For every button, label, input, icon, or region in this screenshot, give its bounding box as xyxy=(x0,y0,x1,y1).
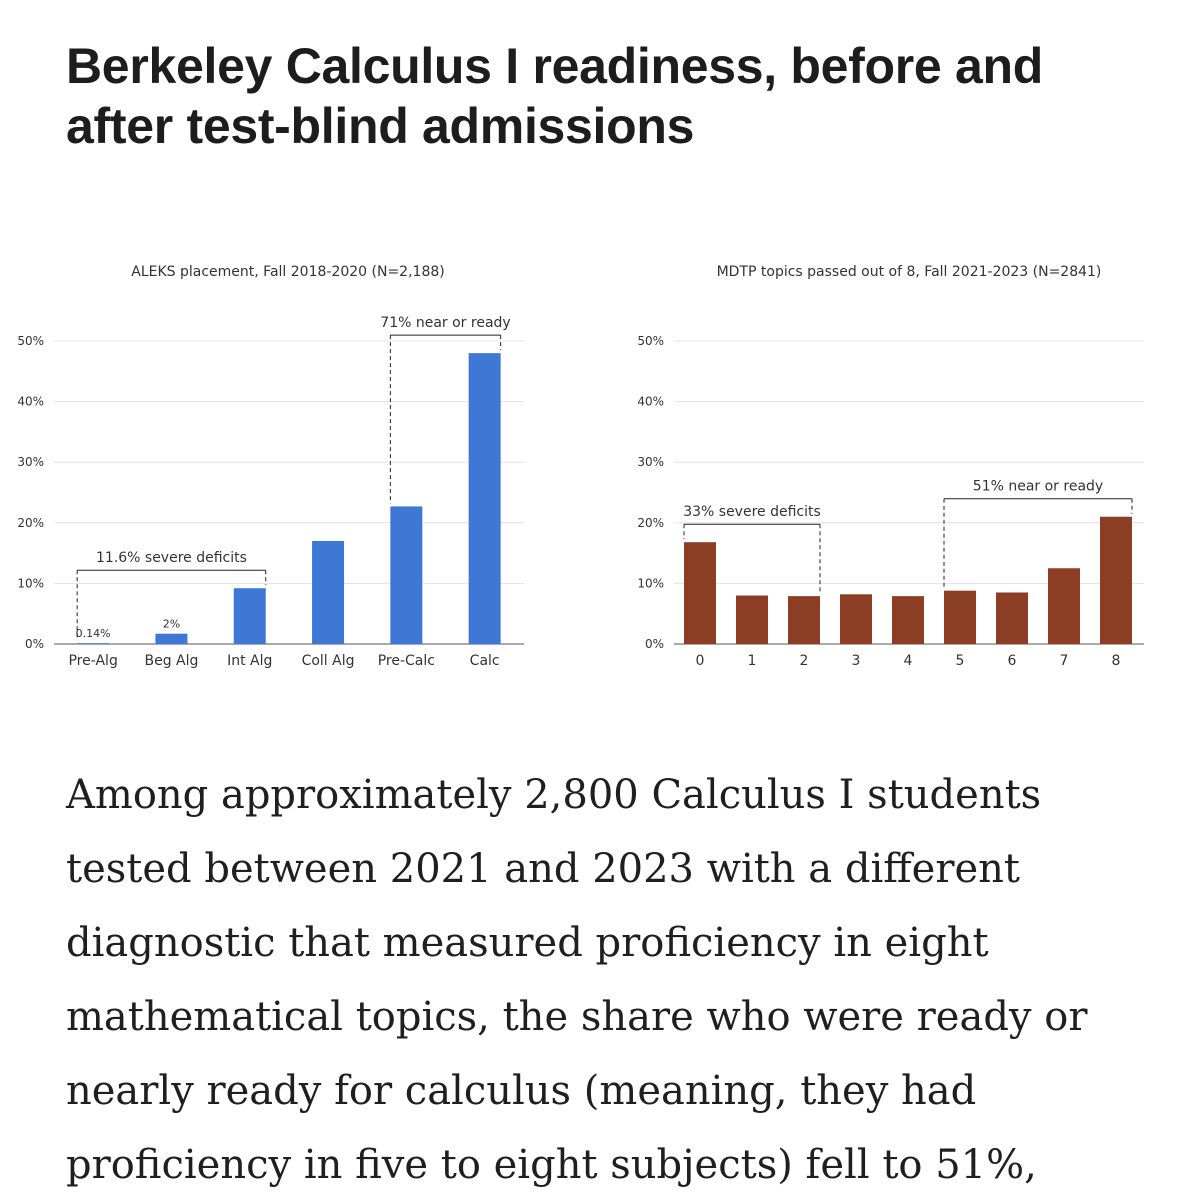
bar xyxy=(234,588,266,644)
x-tick-label: 1 xyxy=(747,653,757,669)
bar xyxy=(1048,568,1080,644)
y-tick-label: 0% xyxy=(644,637,664,651)
x-tick-label: 0 xyxy=(695,653,705,669)
aleks-chart xyxy=(17,264,524,669)
bar xyxy=(469,353,501,644)
bar xyxy=(390,506,422,644)
y-tick-label: 10% xyxy=(17,576,44,591)
x-tick-label: 3 xyxy=(851,653,861,669)
annotation-label: 71% near or ready xyxy=(380,315,511,332)
chart-figure xyxy=(0,250,1192,690)
y-tick-label: 30% xyxy=(17,455,44,470)
x-tick-label: 7 xyxy=(1059,653,1069,669)
mdtp-chart xyxy=(637,264,1144,669)
article-body: Among approximately 2,800 Calculus I students tested between 2021 and 2023 with a different diagnostic that measured proficiency in eight mathematical topics, the share who were ready or nearly ready for calculus (meaning, they had proficiency in five to eight subjects) fell to 51%, xyxy=(66,772,1088,1188)
annotation-label: 33% severe deficits xyxy=(683,504,821,521)
x-tick-label: Coll Alg xyxy=(301,653,355,669)
y-tick-label: 20% xyxy=(637,515,664,530)
bar xyxy=(1100,517,1132,644)
chart-title: MDTP topics passed out of 8, Fall 2021-2023 (N=2841) xyxy=(716,264,1102,280)
x-tick-label: 8 xyxy=(1111,653,1121,669)
y-tick-label: 50% xyxy=(637,334,664,348)
y-tick-label: 10% xyxy=(637,576,664,591)
bar xyxy=(155,634,187,644)
bar xyxy=(840,594,872,644)
data-label: 2% xyxy=(162,617,181,631)
x-tick-label: Calc xyxy=(469,653,500,669)
x-tick-label: Beg Alg xyxy=(144,653,199,669)
y-tick-label: 0% xyxy=(24,637,44,651)
y-tick-label: 50% xyxy=(17,334,44,348)
x-tick-label: 5 xyxy=(955,653,965,669)
bar xyxy=(996,592,1028,644)
y-tick-label: 40% xyxy=(17,394,44,409)
x-tick-label: Pre-Calc xyxy=(377,653,435,669)
chart-title: ALEKS placement, Fall 2018-2020 (N=2,188) xyxy=(131,264,445,280)
y-tick-label: 20% xyxy=(17,515,44,530)
y-tick-label: 40% xyxy=(637,394,664,409)
bar xyxy=(312,541,344,644)
data-label: 0.14% xyxy=(75,627,111,641)
bar xyxy=(684,542,716,644)
x-tick-label: 6 xyxy=(1007,653,1017,669)
bar xyxy=(892,596,924,644)
annotation-label: 51% near or ready xyxy=(972,478,1104,495)
bar xyxy=(77,643,109,644)
y-tick-label: 30% xyxy=(637,455,664,470)
bar xyxy=(736,596,768,644)
x-tick-label: 4 xyxy=(903,653,913,669)
annotation-label: 11.6% severe deficits xyxy=(95,550,247,567)
x-tick-label: 2 xyxy=(799,653,809,669)
bar xyxy=(944,591,976,644)
x-tick-label: Int Alg xyxy=(227,653,273,669)
article-headline: Berkeley Calculus I readiness, before and after test-blind admissions xyxy=(66,38,1044,154)
x-tick-label: Pre-Alg xyxy=(68,653,118,669)
bar xyxy=(788,596,820,644)
